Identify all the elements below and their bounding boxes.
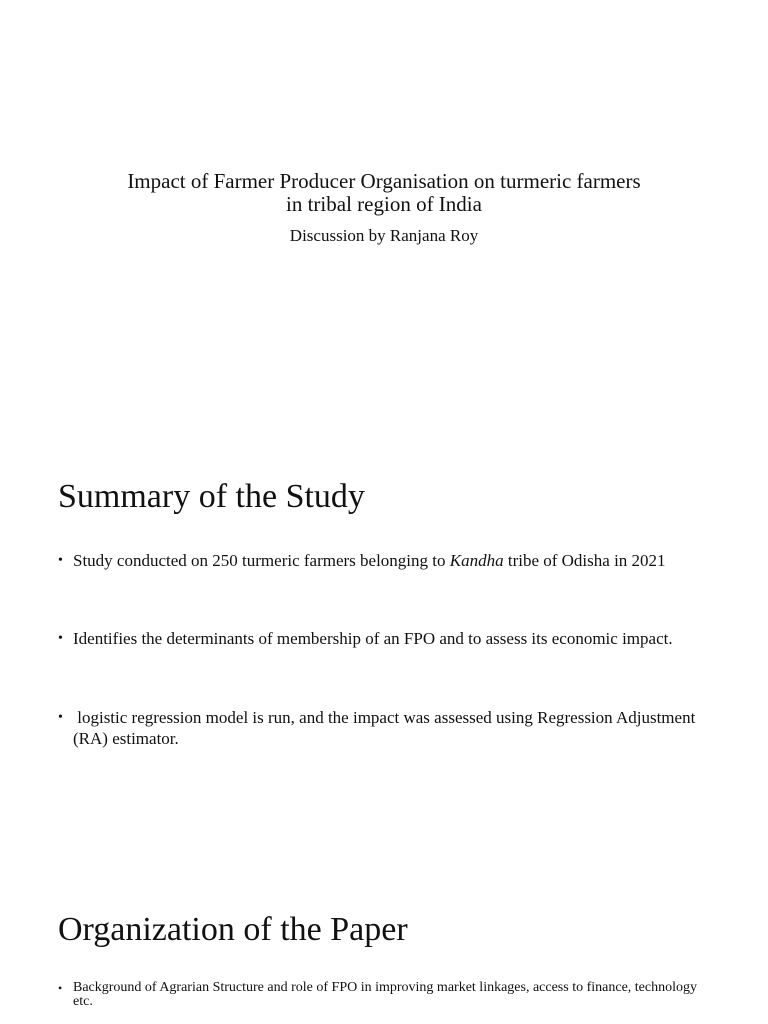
- organization-bullet-list: [58, 981, 718, 1009]
- summary-heading: Summary of the Study: [58, 478, 365, 515]
- presentation-subtitle: Discussion by Ranjana Roy: [289, 226, 479, 245]
- title-slide: [60, 170, 708, 246]
- summary-bullet-list-3: [58, 707, 718, 749]
- summary-bullet-3: [58, 707, 718, 749]
- summary-bullet-1-text-end: tribe of Odisha in 2021: [503, 551, 666, 570]
- summary-bullet-2: [58, 628, 718, 649]
- presentation-title-line-1: Impact of Farmer Producer Organisation on turmeric farmers: [127, 169, 641, 193]
- summary-bullet-1-text: Study conducted on 250 turmeric farmers belonging to: [73, 551, 450, 570]
- organization-bullet-1-text: Background of Agrarian Structure and role of FPO in improving market linkages, access to finance, technology etc.: [73, 980, 697, 1009]
- summary-bullet-1-italic: Kandha: [449, 551, 504, 570]
- bullet-dot: •: [58, 981, 63, 995]
- presentation-title-line-2: in tribal region of India: [286, 192, 482, 216]
- bullet-dot: •: [58, 710, 63, 725]
- summary-bullet-list: [58, 550, 718, 571]
- summary-bullet-list-2: [58, 628, 718, 649]
- bullet-dot: •: [58, 553, 63, 568]
- summary-bullet-3-text: logistic regression model is run, and the impact was assessed using Regression Adjustment (RA) estimator.: [73, 708, 700, 748]
- organization-bullet-1: [58, 981, 718, 1009]
- organization-heading: Organization of the Paper: [58, 911, 408, 948]
- summary-bullet-2-text: Identifies the determinants of membership of an FPO and to assess its economic impact.: [73, 629, 673, 648]
- bullet-dot: •: [58, 631, 63, 646]
- summary-bullet-1: [58, 550, 718, 571]
